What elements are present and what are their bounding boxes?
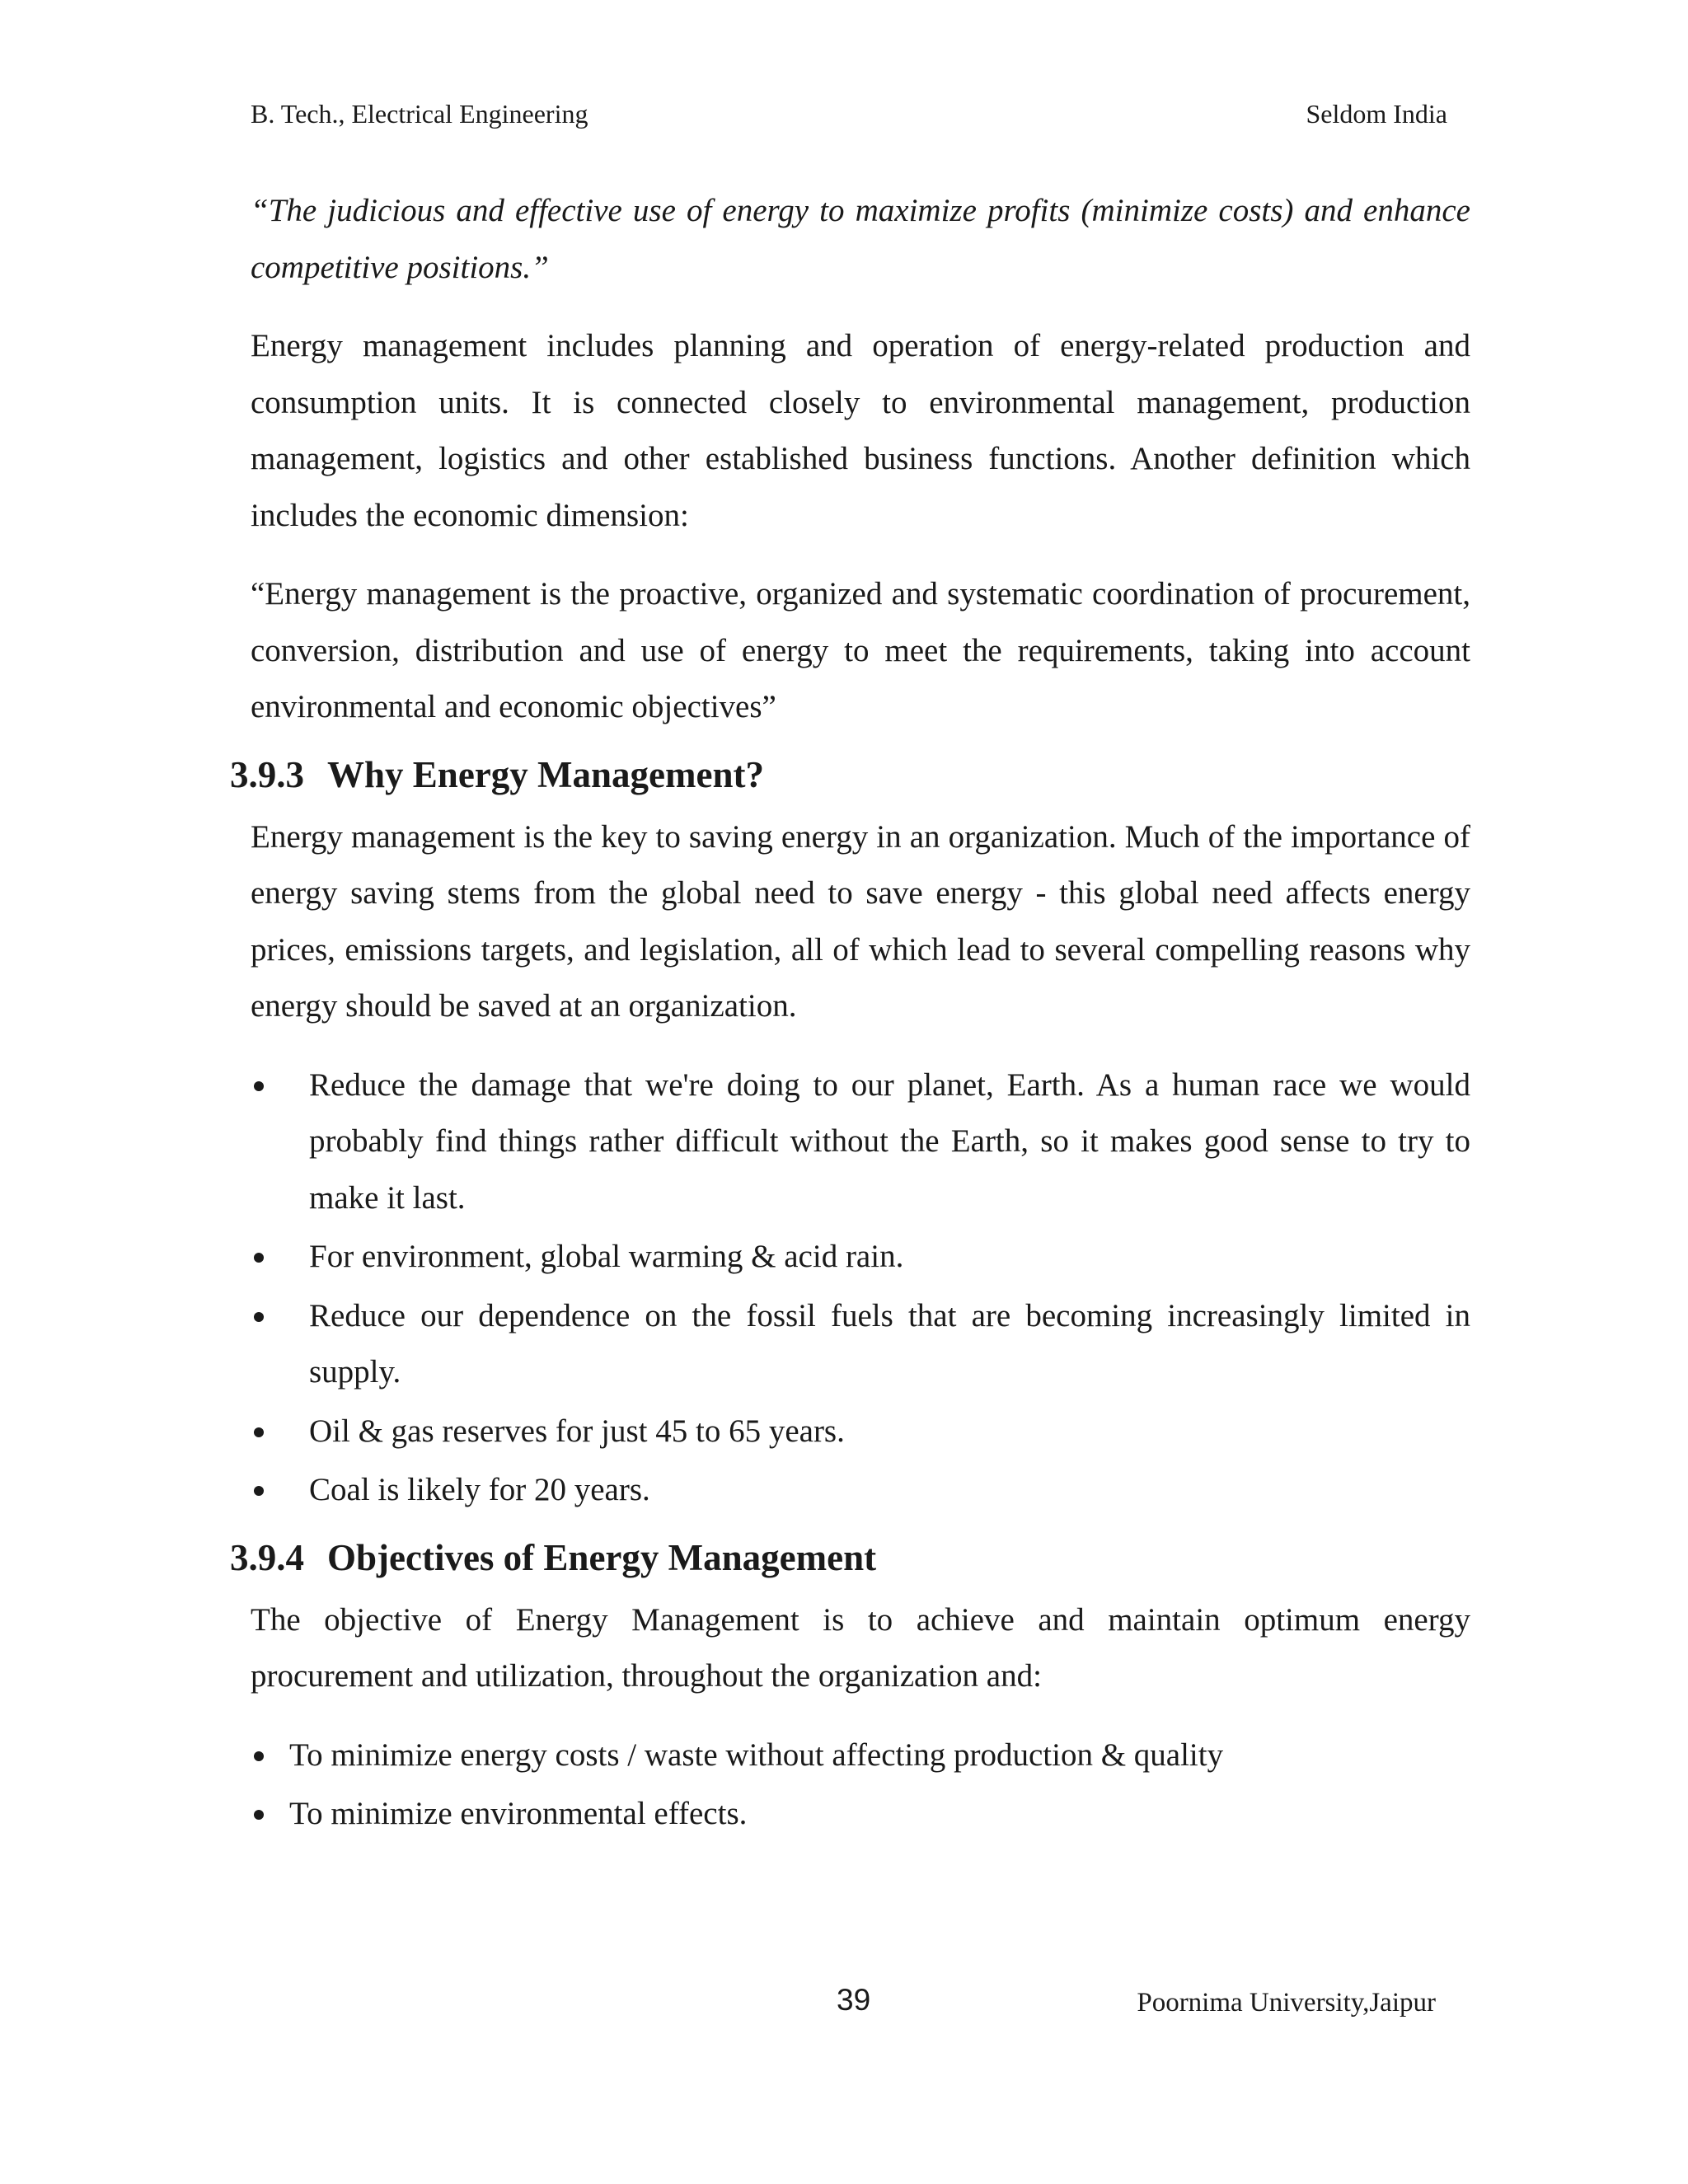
paragraph-why-energy-management: Energy management is the key to saving energy in an organization. Much of the importance of energy saving stems from the global need to save energy - this global need affects energy prices, emissions targets, and legislation, all of which lead to several compelling reasons why energy should be saved at an organization. xyxy=(251,818,1470,1024)
section-heading-394 xyxy=(230,1535,1470,1581)
bullet-icon xyxy=(254,1081,264,1091)
objectives-bullet-list xyxy=(251,1727,1470,1843)
list-item xyxy=(251,1404,1470,1460)
running-footer-right: Poornima University,Jaipur xyxy=(1137,1988,1436,2018)
bullet-icon xyxy=(254,1486,264,1496)
section-heading-393 xyxy=(230,752,1470,798)
paragraph-energy-management-scope: Energy management includes planning and operation of energy-related production and consumption units. It is connected closely to environmental management, production management, logistics and other established business functions. Another definition which includes the economic dimension: xyxy=(251,328,1470,533)
bullet-icon xyxy=(254,1427,264,1437)
page-content xyxy=(230,183,1470,1845)
running-header-left: B. Tech., Electrical Engineering xyxy=(251,99,588,129)
section-number-393: 3.9.3 xyxy=(230,753,304,795)
list-item-text: Reduce the damage that we're doing to our planet, Earth. As a human race we would probably find things rather difficult without the Earth, so it makes good sense to try to make it last. xyxy=(309,1066,1470,1216)
list-item xyxy=(251,1288,1470,1401)
list-item-text: Coal is likely for 20 years. xyxy=(309,1472,650,1507)
bullet-icon xyxy=(254,1312,264,1322)
list-item xyxy=(251,1229,1470,1286)
section-title-393: Why Energy Management? xyxy=(327,753,764,795)
list-item-text: To minimize environmental effects. xyxy=(289,1796,748,1831)
paragraph-objectives: The objective of Energy Management is to achieve and maintain optimum energy procurement and utilization, throughout the organization and: xyxy=(251,1601,1470,1694)
running-header-right: Seldom India xyxy=(1306,99,1447,129)
list-item xyxy=(251,1727,1470,1784)
definition-quote-economic: “Energy management is the proactive, organized and systematic coordination of procurement, conversion, distribution and use of energy to meet the requirements, taking into account environmental and economic objectives” xyxy=(251,576,1470,724)
list-item-text: To minimize energy costs / waste without affecting production & quality xyxy=(289,1736,1224,1773)
reasons-bullet-list xyxy=(251,1057,1470,1519)
list-item-text: Reduce our dependence on the fossil fuels that are becoming increasingly limited in supply. xyxy=(309,1297,1470,1390)
list-item-text: For environment, global warming & acid rain. xyxy=(309,1239,904,1274)
bullet-icon xyxy=(254,1751,264,1761)
list-item xyxy=(251,1057,1470,1227)
section-number-394: 3.9.4 xyxy=(230,1536,304,1578)
page-number: 39 xyxy=(837,1983,871,2017)
list-item xyxy=(251,1786,1470,1843)
section-title-394: Objectives of Energy Management xyxy=(327,1536,877,1578)
definition-quote-italic: “The judicious and effective use of energy to maximize profits (minimize costs) and enhance competitive positions.” xyxy=(251,193,1470,285)
bullet-icon xyxy=(254,1253,264,1263)
list-item-text: Oil & gas reserves for just 45 to 65 years. xyxy=(309,1413,845,1449)
list-item xyxy=(251,1462,1470,1519)
bullet-icon xyxy=(254,1810,264,1820)
